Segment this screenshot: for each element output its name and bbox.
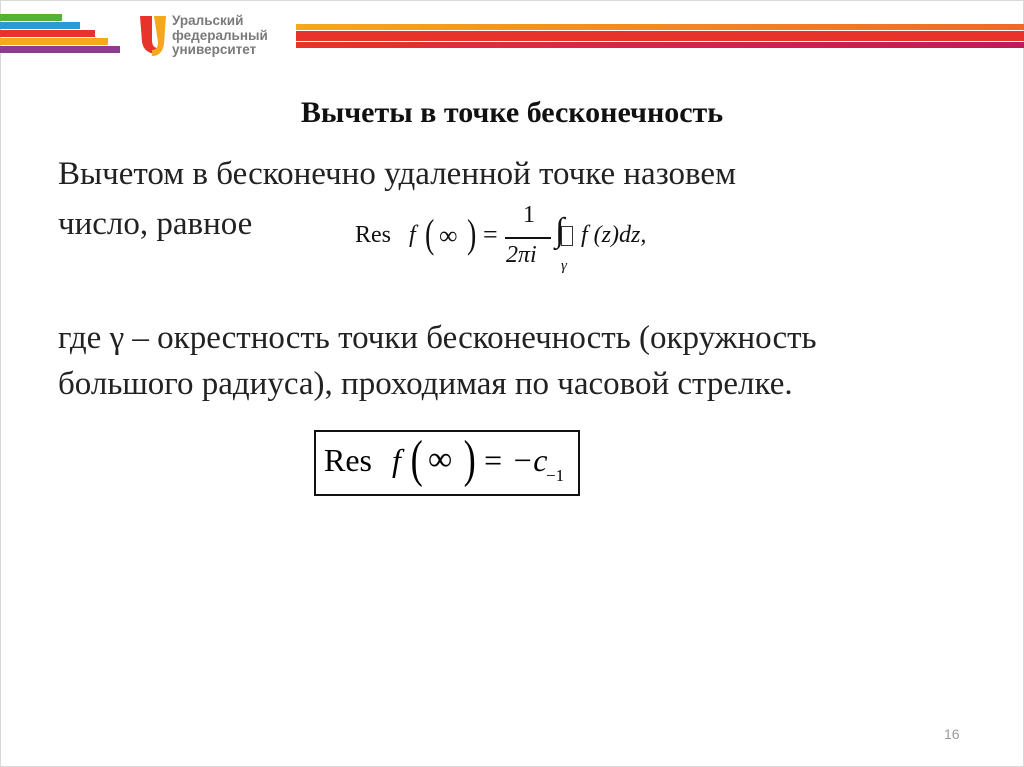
formula1-integral: ∫ xyxy=(555,212,565,249)
formula1-subscript-gamma: γ xyxy=(561,258,567,274)
formula1-equals: = xyxy=(483,220,498,249)
university-logo-icon xyxy=(138,14,168,58)
stripe-green xyxy=(0,14,62,21)
formula1-infinity: ∞ xyxy=(439,221,458,250)
stripe-right-red xyxy=(296,31,1024,41)
formula1-f: f xyxy=(409,222,416,248)
boxed-residue-formula xyxy=(314,430,580,496)
university-name xyxy=(172,14,268,58)
residue-integral-formula xyxy=(355,200,695,282)
stripe-blue xyxy=(0,22,80,29)
stripe-right-orange xyxy=(296,24,1024,30)
stripe-orange xyxy=(0,38,108,45)
formula1-integrand: f (z)dz, xyxy=(581,222,647,248)
formula2-close-paren: ) xyxy=(463,431,476,488)
logo-line-1: Уральский xyxy=(172,13,244,28)
formula2-infinity: ∞ xyxy=(428,441,453,478)
paragraph-2-line-2: большого радиуса), проходимая по часовой стрелке. xyxy=(58,366,793,402)
paragraph-2-line-1: где γ – окрестность точки бесконечность (окружность xyxy=(58,320,817,356)
formula2-open-paren: ( xyxy=(410,431,423,488)
formula1-numerator: 1 xyxy=(523,202,535,228)
formula1-open-paren: ( xyxy=(424,211,435,256)
formula1-close-paren: ) xyxy=(466,211,477,256)
stripe-purple xyxy=(0,46,120,53)
formula2-f: f xyxy=(392,442,401,478)
stripe-right-magenta xyxy=(296,42,1024,48)
formula1-denominator: 2πi xyxy=(506,242,537,268)
slide-title: Вычеты в точке бесконечность xyxy=(300,96,724,129)
logo-line-2: федеральный xyxy=(172,27,268,43)
logo-line-3: университет xyxy=(172,42,257,57)
formula1-res: Res xyxy=(355,222,391,248)
formula2-res: Res xyxy=(324,442,372,478)
formula2-rhs: = −c xyxy=(482,442,548,478)
page-number: 16 xyxy=(944,726,960,742)
formula2-subscript: −1 xyxy=(546,466,565,485)
paragraph-1-line-2: число, равное xyxy=(58,206,253,242)
stripe-red xyxy=(0,30,95,37)
formula1-missing-glyph xyxy=(561,226,573,246)
formula1-fraction-bar xyxy=(505,237,551,239)
paragraph-1-line-1: Вычетом в бесконечно удаленной точке назовем xyxy=(58,156,736,192)
